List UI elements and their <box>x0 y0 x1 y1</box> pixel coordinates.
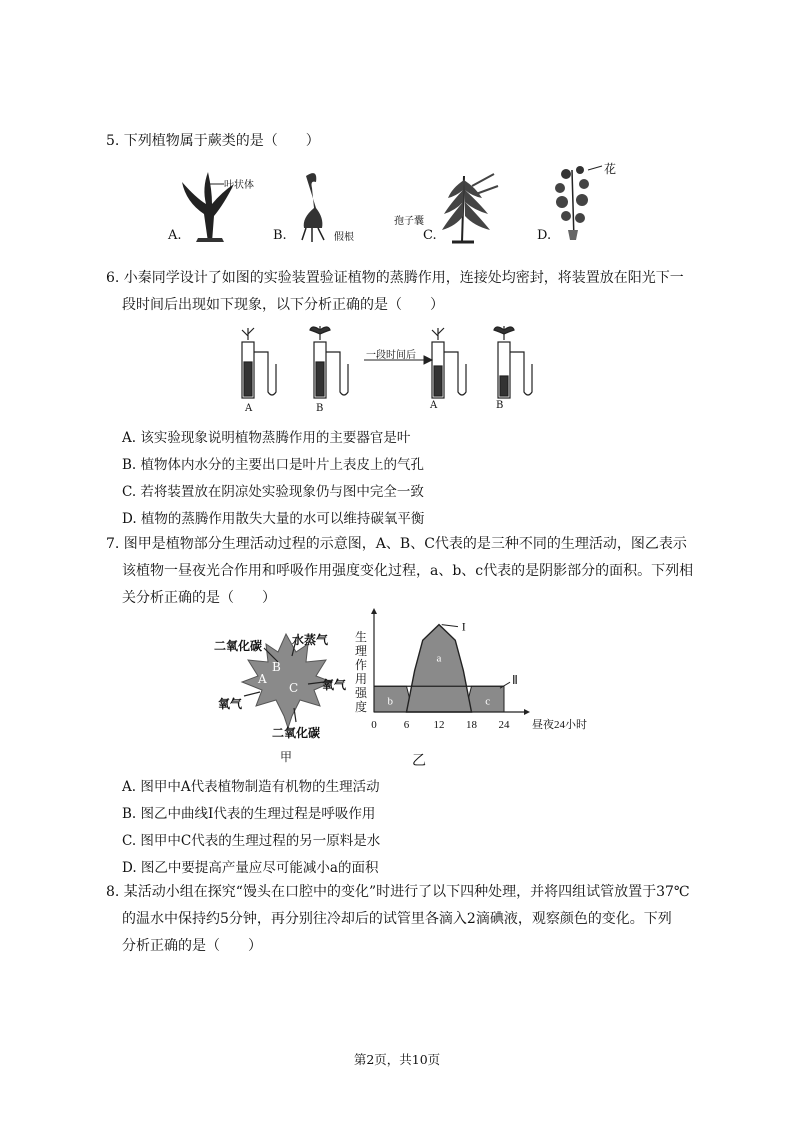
q7-label-c: C <box>289 681 299 695</box>
q7-x-tick-label: 6 <box>403 719 410 731</box>
q7-caption-yi: 乙 <box>412 753 426 769</box>
q7-ylabel-char: 作 <box>355 658 368 672</box>
q6-tube-label-4: B <box>496 400 504 411</box>
q5-plant-d-image <box>548 160 608 242</box>
q6-arrow-text: 一段时间后 <box>366 350 416 361</box>
q8-stem-line2: 的温水中保持约5分钟，再分别往冷却后的试管里各滴入2滴碘液，观察颜色的变化。下列 <box>122 911 672 927</box>
q5-plant-c-image <box>432 168 512 248</box>
q7-y-arrow <box>371 608 377 614</box>
q6-option-c: C. 若将装置放在阴凉处实验现象仍与图中完全一致 <box>122 484 424 500</box>
q7-stem-line3: 关分析正确的是（ ） <box>122 590 276 606</box>
q7-option-c: C. 图甲中C代表的生理过程的另一原料是水 <box>122 833 381 849</box>
q7-x-tick-label: 0 <box>371 719 377 731</box>
q7-leaf-arrows <box>220 626 350 746</box>
q7-curve-i-label: I <box>461 619 466 634</box>
q6-experiment-figure <box>238 322 558 412</box>
q8-stem-line1: 8. 某活动小组在探究“馒头在口腔中的变化”时进行了以下四种处理，并将四组试管放置于37℃ <box>106 884 690 900</box>
q7-x-tick-label: 24 <box>498 719 510 731</box>
q7-area-a-label: a <box>436 652 442 665</box>
q7-stem-line2: 该植物一昼夜光合作用和呼吸作用强度变化过程，a、b、c代表的是阴影部分的面积。下列相 <box>122 563 694 579</box>
q7-label-b: B <box>272 660 281 674</box>
q7-label-oxygen-right: 氧气 <box>322 678 347 692</box>
q7-ylabel-char: 度 <box>355 700 368 714</box>
q7-ylabel-char: 理 <box>355 644 368 658</box>
q6-setup1-b <box>310 326 348 398</box>
q6-tube-label-1: A <box>245 403 253 414</box>
q7-curve-i <box>407 625 472 712</box>
q7-option-d: D. 图乙中要提高产量应尽可能减小a的面积 <box>122 860 379 876</box>
q6-setup2-a <box>432 328 466 398</box>
q7-line-ii-label: Ⅱ <box>512 673 518 688</box>
q7-label-water-vapor: 水蒸气 <box>292 633 329 647</box>
q6-setup1-a <box>242 328 276 398</box>
q6-setup2-b <box>494 326 532 398</box>
q5-label-yezhuangti: 叶状体 <box>224 180 254 191</box>
q5-label-jiagen: 假根 <box>334 232 354 243</box>
q5-option-c: C. <box>423 228 437 243</box>
q7-area-c-label: c <box>485 695 491 708</box>
q7-line-ii-pointer <box>500 682 510 688</box>
q7-ylabel-char: 生 <box>355 630 368 644</box>
q6-option-d: D. 植物的蒸腾作用散失大量的水可以维持碳氧平衡 <box>122 511 425 527</box>
q7-curve-i-pointer <box>442 625 458 627</box>
q6-option-b: B. 植物体内水分的主要出口是叶片上表皮上的气孔 <box>122 457 425 473</box>
q5-option-d: D. <box>537 228 552 243</box>
q7-xlabel: 昼夜24小时 <box>532 719 587 731</box>
page-footer: 第2页，共10页 <box>353 1052 441 1067</box>
q7-area-b-label: b <box>387 695 393 708</box>
q6-stem-line2: 段时间后出现如下现象，以下分析正确的是（ ） <box>122 297 444 313</box>
q7-x-tick-label: 18 <box>466 719 477 731</box>
q7-option-a: A. 图甲中A代表植物制造有机物的生理活动 <box>122 779 380 795</box>
q7-label-co2-top: 二氧化碳 <box>214 639 263 653</box>
q7-label-a: A <box>258 672 267 686</box>
q6-tube-label-2: B <box>316 403 324 414</box>
q7-label-oxygen-left: 氧气 <box>218 697 243 711</box>
q6-option-a: A. 该实验现象说明植物蒸腾作用的主要器官是叶 <box>122 430 411 446</box>
q6-stem-line1: 6. 小秦同学设计了如图的实验装置验证植物的蒸腾作用，连接处均密封，将装置放在阳光下一 <box>106 270 684 286</box>
q5-stem: 5. 下列植物属于蕨类的是（ ） <box>106 133 320 149</box>
q7-x-tick-label: 12 <box>433 719 445 731</box>
q6-tube-label-3: A <box>430 400 438 411</box>
q5-option-a: A. <box>168 228 182 243</box>
q7-ylabel-char: 强 <box>355 686 368 700</box>
q7-x-arrow <box>524 709 530 715</box>
q5-label-baozinang: 孢子囊 <box>394 216 424 227</box>
q5-label-hua: 花 <box>604 162 617 176</box>
q7-ylabel-char: 用 <box>355 672 368 686</box>
q7-stem-line1: 7. 图甲是植物部分生理活动过程的示意图，A、B、C代表的是三种不同的生理活动，图乙表示 <box>106 536 687 552</box>
q7-label-co2-bottom: 二氧化碳 <box>272 726 321 740</box>
q7-caption-jia: 甲 <box>280 750 293 764</box>
q7-chart-yi <box>366 616 587 736</box>
q5-option-b: B. <box>273 228 287 243</box>
q7-option-b: B. 图乙中曲线Ⅰ代表的生理过程是呼吸作用 <box>122 806 376 822</box>
q8-stem-line3: 分析正确的是（ ） <box>122 938 262 954</box>
